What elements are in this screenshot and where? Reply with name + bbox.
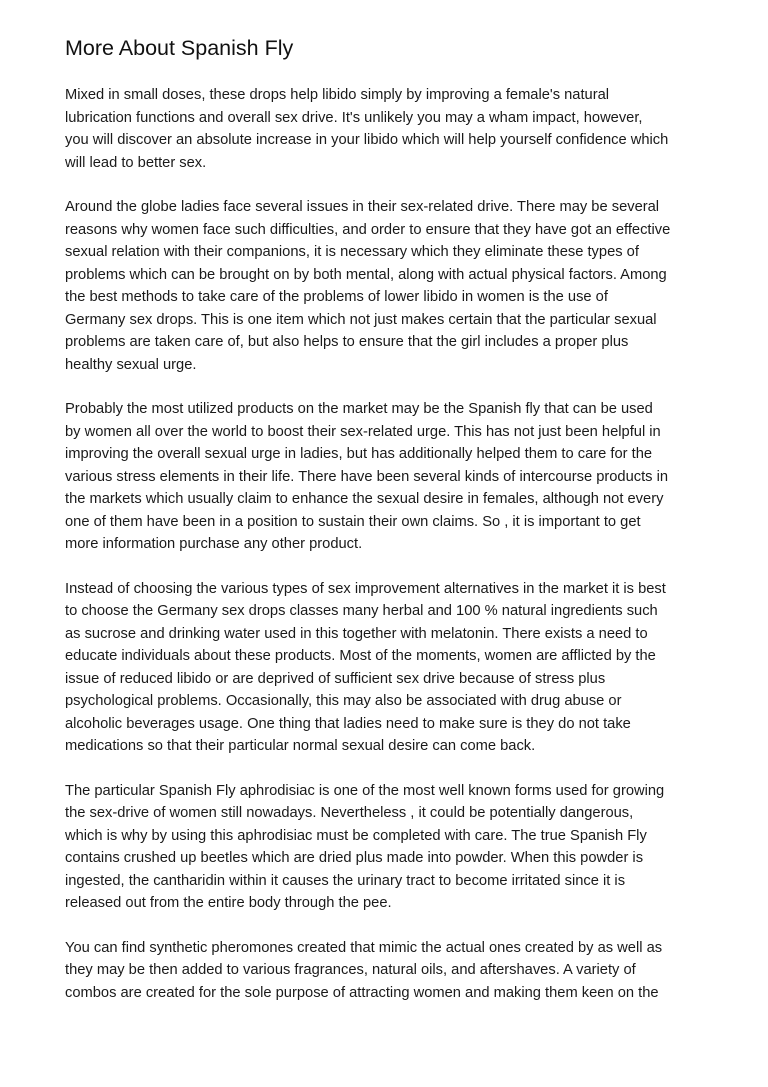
text-line: sexual relation with their companions, it is necessary which they eliminate these types of bbox=[65, 244, 639, 260]
text-line: problems which can be brought on by both mental, along with actual physical factors. Among bbox=[65, 266, 667, 283]
text-line: You can find synthetic pheromones created that mimic the actual ones created by as well as bbox=[65, 939, 663, 956]
text-line: the markets which usually claim to enhance the sexual desire in females, although not every bbox=[65, 491, 664, 507]
text-line: Around the globe ladies face several issues in their sex-related drive. There may be several bbox=[65, 199, 660, 215]
text-line: which is why by using this aphrodisiac must be completed with care. The true Spanish Fly bbox=[65, 827, 647, 844]
text-line: Probably the most utilized products on the market may be the Spanish fly that can be used bbox=[65, 401, 653, 417]
text-line: they may be then added to various fragrances, natural oils, and aftershaves. A variety of bbox=[65, 962, 636, 978]
text-line: lubrication functions and overall sex drive. It's unlikely you may a wham impact, however, bbox=[65, 109, 643, 126]
text-line: issue of reduced libido or are deprived of sufficient sex drive because of stress plus bbox=[65, 670, 606, 687]
text-line: will lead to better sex. bbox=[65, 154, 207, 171]
paragraph bbox=[65, 780, 715, 915]
text-line: released out from the entire body through the pee. bbox=[65, 895, 392, 911]
text-line: Mixed in small doses, these drops help libido simply by improving a female's natural bbox=[65, 87, 610, 103]
text-line: the sex-drive of women still nowadays. Nevertheless , it could be potentially dangerous, bbox=[65, 805, 634, 821]
paragraph bbox=[65, 937, 715, 1005]
text-line: psychological problems. Occasionally, this may also be associated with drug abuse or bbox=[65, 693, 622, 709]
text-line: educate individuals about these products. Most of the moments, women are afflicted by the bbox=[65, 648, 656, 664]
paragraph bbox=[65, 84, 715, 174]
text-line: various stress elements in their life. There have been several kinds of intercourse products in bbox=[65, 468, 669, 485]
document-body bbox=[65, 84, 715, 1026]
text-line: by women all over the world to boost their sex-related urge. This has not just been helpful in bbox=[65, 423, 661, 440]
paragraph bbox=[65, 398, 715, 556]
text-line: to choose the Germany sex drops classes many herbal and 100 % natural ingredients such bbox=[65, 603, 658, 619]
text-line: medications so that their particular normal sexual desire can come back. bbox=[65, 738, 536, 754]
text-line: Instead of choosing the various types of sex improvement alternatives in the market it is best bbox=[65, 580, 666, 597]
text-line: one of them have been in a position to sustain their own claims. So , it is important to get bbox=[65, 513, 641, 530]
text-line: alcoholic beverages usage. One thing that ladies need to make sure is they do not take bbox=[65, 715, 631, 732]
text-line: you will discover an absolute increase in your libido which will help yourself confidence which bbox=[65, 132, 669, 148]
paragraph bbox=[65, 578, 715, 758]
text-line: The particular Spanish Fly aphrodisiac is one of the most well known forms used for growing bbox=[65, 782, 665, 799]
text-line: combos are created for the sole purpose of attracting women and making them keen on the bbox=[65, 984, 659, 1001]
page-title: More About Spanish Fly bbox=[65, 36, 294, 60]
text-line: ingested, the cantharidin within it causes the urinary tract to become irritated since it is bbox=[65, 872, 626, 889]
text-line: healthy sexual urge. bbox=[65, 356, 197, 373]
text-line: reasons why women face such difficulties, and order to ensure that they have got an effective bbox=[65, 221, 671, 238]
paragraph bbox=[65, 196, 715, 376]
text-line: as sucrose and drinking water used in this together with melatonin. There exists a need to bbox=[65, 625, 648, 642]
text-line: problems are taken care of, but also helps to ensure that the girl includes a proper plus bbox=[65, 334, 629, 350]
text-line: Germany sex drops. This is one item which not just makes certain that the particular sexual bbox=[65, 311, 657, 328]
text-line: the best methods to take care of the problems of lower libido in women is the use of bbox=[65, 289, 608, 305]
text-line: more information purchase any other product. bbox=[65, 536, 363, 552]
text-line: improving the overall sexual urge in ladies, but has additionally helped them to care for the bbox=[65, 446, 653, 462]
text-line: contains crushed up beetles which are dried plus made into powder. When this powder is bbox=[65, 850, 644, 866]
